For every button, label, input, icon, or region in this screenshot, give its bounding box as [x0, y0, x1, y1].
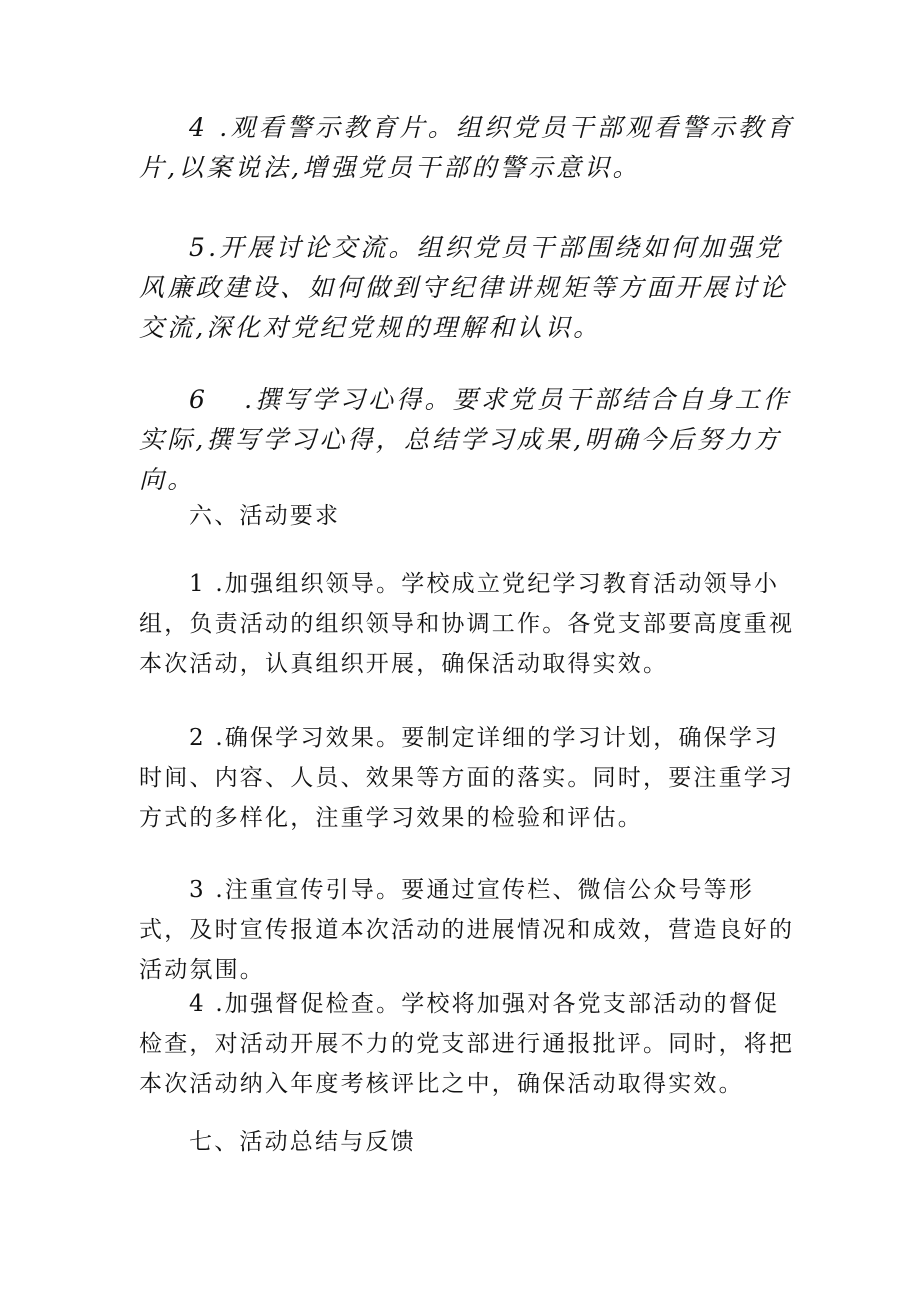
requirement-item: 3 .注重宣传引导。要通过宣传栏、微信公众号等形式，及时宣传报道本次活动的进展情况和成效，营造良好的活动氛围。	[139, 877, 795, 983]
paragraph-discussion-exchange: 5.开展讨论交流。组织党员干部围绕如何加强党风廉政建设、如何做到守纪律讲规矩等方面开展讨论交流,深化对党纪党规的理解和认识。	[139, 233, 788, 342]
paragraph-text: .撰写学习心得。要求党员干部结合自身工作实际,撰写学习心得，总结学习成果,明确今后努力方向。	[139, 385, 792, 494]
requirement-item: 2 .确保学习效果。要制定详细的学习计划，确保学习时间、内容、人员、效果等方面的落实。同时，要注重学习方式的多样化，注重学习效果的检验和评估。	[139, 725, 795, 831]
paragraph-write-study-notes	[139, 380, 799, 500]
paragraph-watch-warning-film: 4 .观看警示教育片。组织党员干部观看警示教育片,以案说法,增强党员干部的警示意识。	[139, 113, 795, 182]
section-heading-activity-requirements: 六、活动要求	[189, 503, 341, 529]
section-heading-summary-feedback: 七、活动总结与反馈	[189, 1129, 416, 1155]
requirement-item: 1 .加强组织领导。学校成立党纪学习教育活动领导小组，负责活动的组织领导和协调工作。各党支部要高度重视本次活动，认真组织开展，确保活动取得实效。	[139, 571, 795, 677]
paragraph-number: 6	[189, 385, 209, 414]
requirement-item: 4 .加强督促检查。学校将加强对各党支部活动的督促检查，对活动开展不力的党支部进行通报批评。同时，将把本次活动纳入年度考核评比之中，确保活动取得实效。	[139, 991, 795, 1097]
